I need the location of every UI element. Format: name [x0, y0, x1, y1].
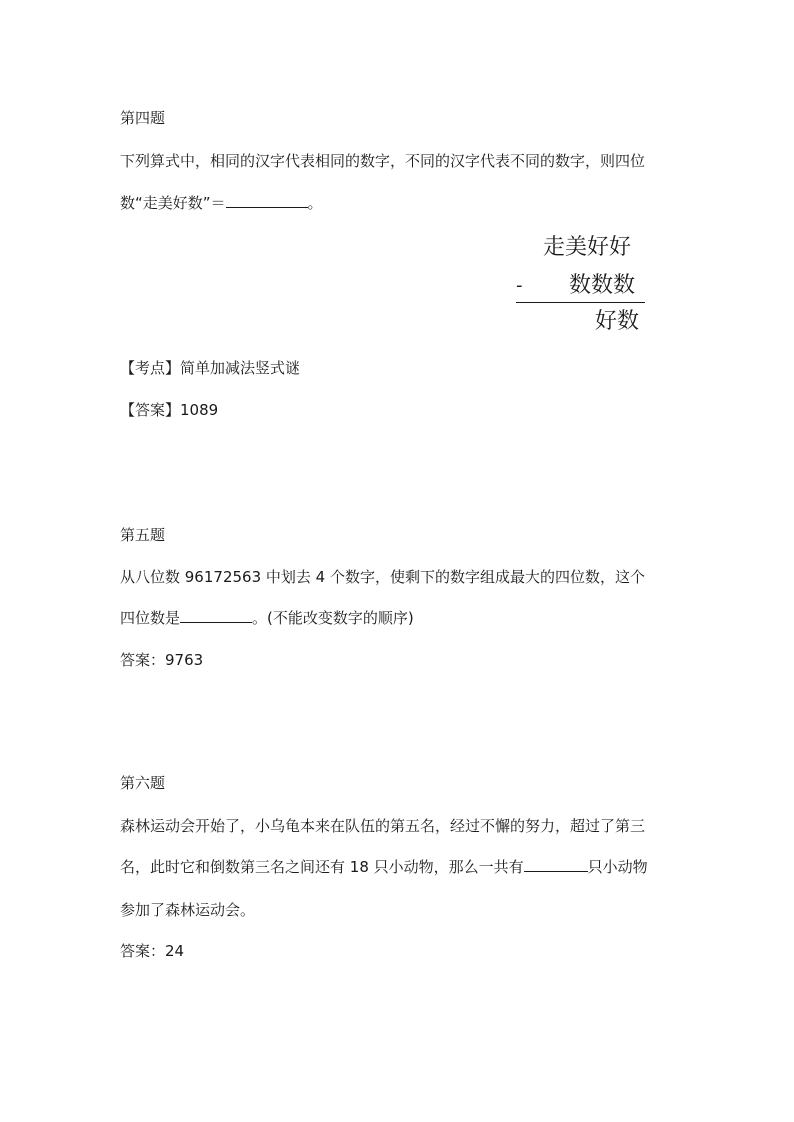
q6-text-line1: 森林运动会开始了，小乌龟本来在队伍的第五名，经过不懈的努力，超过了第三 [120, 817, 646, 835]
q4-answer-blank [226, 193, 308, 208]
q4-text-line1: 下列算式中，相同的汉字代表相同的数字，不同的汉字代表不同的数字，则四位 [120, 152, 646, 170]
q4-text-line2 [120, 193, 323, 213]
puzzle-divider [516, 302, 645, 303]
q5-answer: 答案：9763 [120, 651, 204, 669]
q6-answer-blank [524, 857, 588, 872]
q4-text-line2-post: 。 [307, 194, 323, 212]
q5-text-line2-post: 。(不能改变数字的顺序) [252, 609, 414, 627]
q4-kaodian: 【考点】简单加减法竖式谜 [120, 359, 301, 377]
q5-title: 第五题 [120, 526, 166, 544]
q5-text-line2 [120, 608, 414, 628]
q6-text-line3: 参加了森林运动会。 [120, 901, 256, 919]
puzzle-row2: 数数数 [569, 273, 636, 298]
puzzle-minus-sign: - [516, 275, 523, 296]
q6-text-line2 [120, 857, 648, 877]
q6-text-line2-pre: 名，此时它和倒数第三名之间还有 18 只小动物，那么一共有 [120, 858, 524, 876]
q4-answer: 【答案】1089 [120, 401, 219, 419]
q5-answer-blank [180, 608, 252, 623]
q6-text-line2-post: 只小动物 [587, 858, 648, 876]
q5-text-line2-pre: 四位数是 [120, 609, 181, 627]
puzzle-row1: 走美好好 [543, 235, 632, 260]
puzzle-result: 好数 [595, 309, 640, 334]
q4-text-line2-pre: 数“走美好数”＝ [120, 194, 226, 212]
q4-title: 第四题 [120, 109, 166, 127]
q6-answer: 答案：24 [120, 942, 185, 960]
q5-text-line1: 从八位数 96172563 中划去 4 个数字，使剩下的数字组成最大的四位数，这个 [120, 568, 645, 586]
q6-title: 第六题 [120, 774, 166, 792]
